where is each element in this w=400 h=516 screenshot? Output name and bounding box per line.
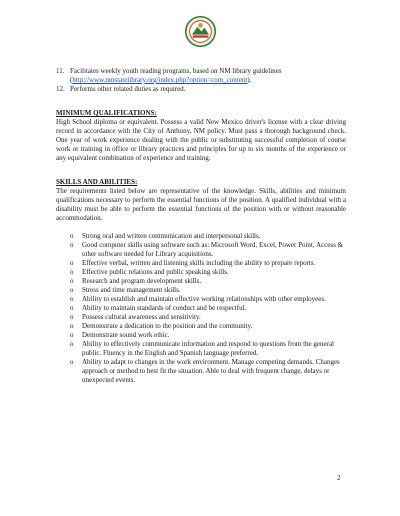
bullet-icon: o	[70, 340, 74, 348]
bullet-icon: o	[70, 322, 74, 330]
skills-heading: SKILLS AND ABILITIES:	[56, 178, 138, 186]
skills-list-item: o Ability to effectively communicate information and respond to questions from the general public. Fluency in the English and Spanish language preferred.	[70, 340, 334, 357]
minimum-qualifications-heading: MINIMUM QUALIFICATIONS:	[56, 109, 157, 117]
link-open-paren: (	[70, 76, 73, 84]
skills-list-item: o Ability to establish and maintain effective working relationships with other employees.	[70, 295, 326, 303]
skills-list	[56, 232, 346, 385]
bullet-icon: o	[70, 304, 74, 312]
link-close-paren: ).	[247, 76, 252, 84]
bullet-icon: o	[70, 331, 74, 339]
bullet-icon: o	[70, 259, 74, 267]
list-item	[56, 85, 346, 94]
list-item	[56, 67, 346, 85]
skills-list-item: o Research and program development skills.	[70, 277, 202, 285]
city-seal-logo	[185, 16, 216, 47]
skills-list-item: o Good computer skills using software such as: Microsoft Word, Excel, Power Point, Access & other software needed for Library acquisitions.	[70, 241, 343, 258]
skills-list-item: o Demonstrate sound work ethic.	[70, 331, 170, 339]
skills-list-item: o Effective verbal, written and listening skills including the ability to prepare reports.	[70, 259, 316, 267]
skills-list-item: o Demonstrate a dedication to the position and the community.	[70, 322, 253, 330]
skills-list-item: o Stress and time management skills.	[70, 286, 181, 294]
skills-list-item: o Possess cultural awareness and sensitivity.	[70, 313, 201, 321]
nm-state-library-link[interactable]: http://www.nmstatelibrary.org/index.php?option=com_content	[72, 76, 248, 84]
page-number: 2	[337, 474, 341, 482]
bullet-icon: o	[70, 241, 74, 249]
bullet-icon: o	[70, 286, 74, 294]
skills-list-item: o Effective public relations and public speaking skills.	[70, 268, 229, 276]
skills-intro-text: The requirements listed below are representative of the knowledge. Skills, abilities and minimum qualifications necessary to perform the essential functions of the position. A qualified individual with a disability must be able to perform the essential functions of the position with or without reasonable accommodation.	[56, 187, 346, 222]
skills-list-item: o Ability to maintain standards of conduct and be respectful.	[70, 304, 247, 312]
bullet-icon: o	[70, 277, 74, 285]
bullet-icon: o	[70, 295, 74, 303]
minimum-qualifications-text: High School diploma or equivalent. Possess a valid New Mexico driver's license with a clear driving record in accordance with the City of Anthony, NM policy. Must pass a thorough background check. One year of work experience dealing with the public or substituting successful completion of course work or training in office or library practices and principles for up to six months of the experience or any equivalent combination of experience and training.	[56, 118, 346, 162]
skills-list-item: o Ability to adapt to changes in the work environment. Manage competing demands. Changes approach or method to best fit the situation. Able to deal with frequent change, delays or unexpected events.	[70, 358, 340, 384]
list-item-text: Facilitates weekly youth reading programs, based on NM library guidelines	[70, 67, 282, 75]
list-item-number: 12.	[56, 85, 65, 93]
bullet-icon: o	[70, 313, 74, 321]
bullet-icon: o	[70, 232, 74, 240]
bullet-icon: o	[70, 358, 74, 366]
list-item-number: 11.	[56, 67, 65, 75]
list-item-text: Performs other related duties as required.	[70, 85, 186, 93]
document-body	[56, 67, 346, 385]
skills-list-item: o Strong oral and written communication and interpersonal skills.	[70, 232, 261, 240]
bullet-icon: o	[70, 268, 74, 276]
